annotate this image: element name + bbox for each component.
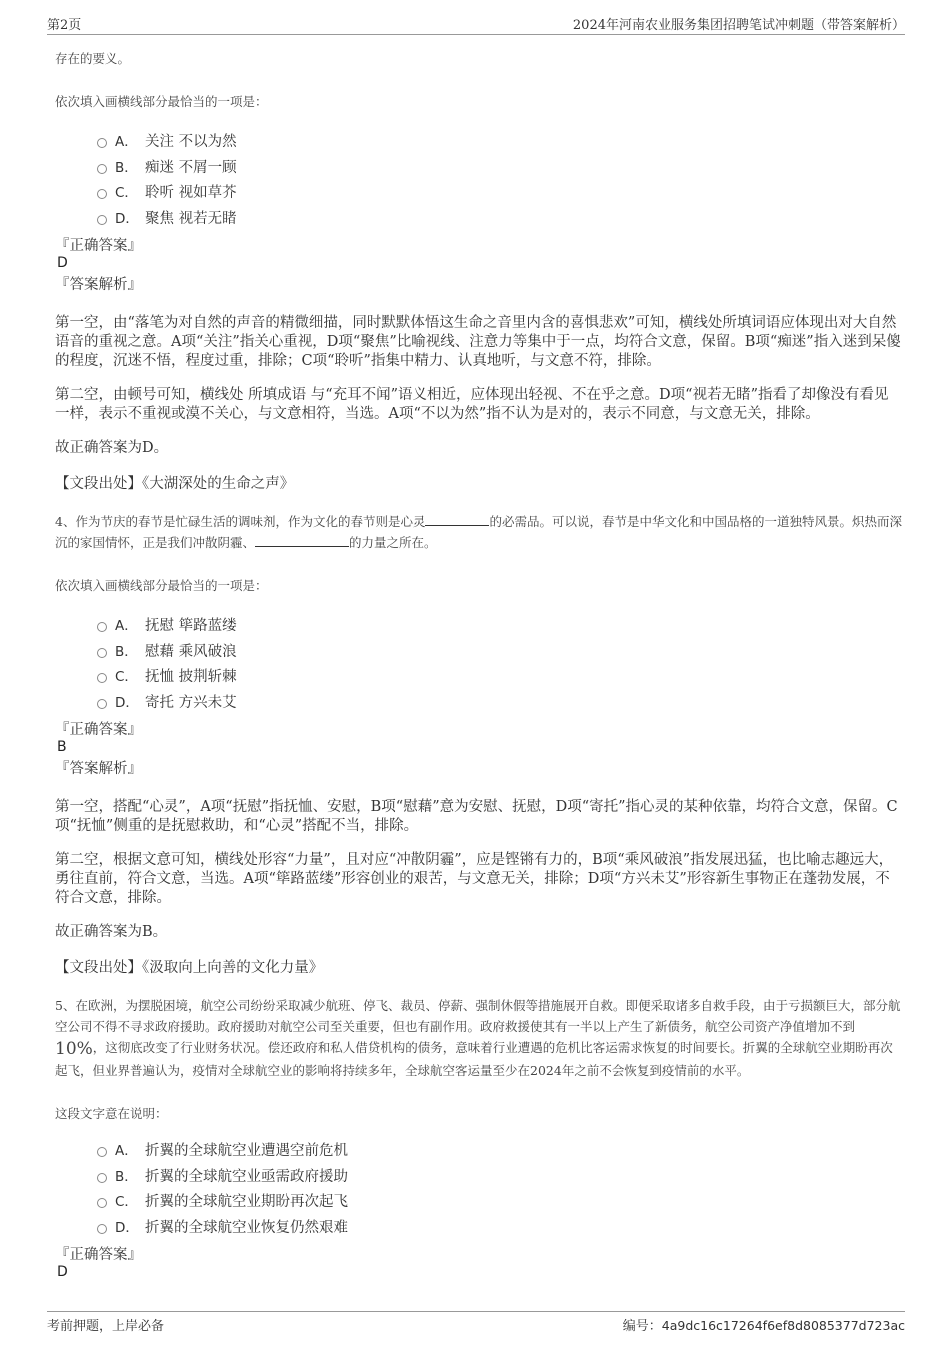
option-text: 关注 不以为然 [145, 134, 237, 150]
q4-prompt: 依次填入画横线部分最恰当的一项是： [55, 578, 268, 593]
q4-blank-2 [255, 534, 349, 547]
q4-analysis-conclusion: 故正确答案为B。 [55, 924, 168, 940]
q3-analysis-para-1: 第一空，由“落笔为对自然的声音的精微细描，同时默默体悟这生命之音里内含的喜惧悲欢”可知，横线处所填词语应体现出对大自然语音的重视之意。A项“关注”指关心重视，D项“聚焦”比喻视线、注意力等集中于一点，均符合文意，保留。B项“痴迷”指入迷到呆傻的程度，沉迷不悟，程度过重，排除；C项“聆听”指集中精力、认真地听，与文意不符，排除。 [55, 315, 901, 369]
q3-stem-tail: 存在的要义。 [55, 51, 131, 66]
radio-icon[interactable] [97, 138, 107, 148]
radio-icon[interactable] [97, 1198, 107, 1208]
q4-option-b[interactable] [97, 640, 902, 666]
q4-stem [55, 511, 902, 553]
radio-icon[interactable] [97, 1147, 107, 1157]
document-code [623, 1315, 905, 1334]
radio-icon[interactable] [97, 215, 107, 225]
radio-icon[interactable] [97, 673, 107, 683]
q5-prompt: 这段文字意在说明： [55, 1106, 168, 1121]
q4-answer: B [57, 739, 67, 755]
q5-answer: D [57, 1264, 68, 1280]
q5-answer-label: 『正确答案』 [55, 1247, 142, 1263]
q3-option-d[interactable] [97, 207, 902, 233]
q4-analysis-label: 『答案解析』 [55, 761, 142, 777]
q3-option-a[interactable] [97, 130, 902, 156]
q4-blank-1 [425, 513, 489, 526]
page-footer [47, 1311, 905, 1334]
q5-option-a[interactable] [97, 1139, 902, 1165]
radio-icon[interactable] [97, 189, 107, 199]
q3-answer: D [57, 255, 68, 271]
q4-options [97, 614, 902, 716]
q5-stem-part-2: ，这彻底改变了行业财务状况。偿还政府和私人借贷机构的债务，意味着行业遭遇的危机比客运需求恢复的时间要长。折翼的全球航空业期盼再次起飞，但业界普遍认为，疫情对全球航空业的影响将持续多年，全球航空客运量至少在2024年之前不会恢复到疫情前的水平。 [55, 1040, 893, 1078]
document-title: 2024年河南农业服务集团招聘笔试冲刺题（带答案解析） [572, 18, 905, 33]
q5-option-b[interactable] [97, 1165, 902, 1191]
option-letter: B． [115, 1168, 138, 1185]
footer-slogan: 考前押题，上岸必备 [47, 1319, 165, 1334]
option-letter: D． [115, 694, 139, 711]
option-text: 慰藉 乘风破浪 [145, 643, 237, 660]
code-value: 4a9dc16c17264f6ef8d8085377d723ac [661, 1318, 905, 1333]
radio-icon[interactable] [97, 699, 107, 709]
q5-stem-percent: 10% [55, 1039, 93, 1059]
radio-icon[interactable] [97, 648, 107, 658]
q4-analysis-para-1: 第一空，搭配“心灵”，A项“抚慰”指抚恤、安慰，B项“慰藉”意为安慰、抚慰，D项“寄托”指心灵的某种依靠，均符合文意，保留。C项“抚恤”侧重的是抚慰救助，和“心灵”搭配不当，排除。 [55, 799, 898, 834]
q4-analysis-para-2: 第二空，根据文意可知，横线处形容“力量”，且对应“冲散阴霾”，应是铿锵有力的，B项“乘风破浪”指发展迅猛，也比喻志趣远大，勇往直前，符合文意，当选。A项“筚路蓝缕”形容创业的艰苦，与文意无关，排除；D项“方兴未艾”形容新生事物正在蓬勃发展，不符合文意，排除。 [55, 852, 894, 906]
option-letter: D． [115, 1219, 139, 1236]
option-text: 折翼的全球航空业恢复仍然艰难 [145, 1219, 348, 1236]
q3-source: 【文段出处】《大湖深处的生命之声》 [55, 476, 295, 492]
option-letter: A． [115, 618, 138, 634]
option-text: 抚慰 筚路蓝缕 [145, 618, 237, 634]
code-label: 编号： [622, 1319, 662, 1334]
option-text: 寄托 方兴未艾 [145, 694, 237, 711]
q5-stem-part-1: 5、在欧洲，为摆脱困境，航空公司纷纷采取减少航班、停飞、裁员、停薪、强制休假等措施展开自救。即便采取诸多自救手段，由于亏损额巨大，部分航空公司不得不寻求政府援助。政府援助对航空公司至关重要，但也有副作用。政府救援使其有一半以上产生了新债务，航空公司资产净值增加不到 [55, 998, 901, 1034]
option-text: 抚恤 披荆斩棘 [145, 669, 237, 685]
q3-analysis-conclusion: 故正确答案为D。 [55, 440, 169, 456]
radio-icon[interactable] [97, 1224, 107, 1234]
option-letter: D． [115, 210, 139, 227]
q4-stem-part-1: 4、作为节庆的春节是忙碌生活的调味剂，作为文化的春节则是心灵 [55, 514, 426, 529]
q3-analysis-label: 『答案解析』 [55, 277, 142, 293]
q5-option-c[interactable] [97, 1190, 902, 1216]
q4-option-d[interactable] [97, 691, 902, 717]
q3-prompt: 依次填入画横线部分最恰当的一项是： [55, 94, 268, 109]
option-letter: A． [115, 1143, 138, 1159]
radio-icon[interactable] [97, 622, 107, 632]
q4-stem-part-2: 的必需品。可以说，春节是中华文化和中国品格的一道独特风景。炽热而深沉的家国情怀，正是我们冲散阴霾、 [55, 514, 902, 550]
q5-options [97, 1139, 902, 1241]
option-text: 折翼的全球航空业亟需政府援助 [145, 1168, 348, 1185]
option-letter: C． [115, 669, 138, 685]
page-number: 第2页 [47, 18, 82, 33]
q3-analysis-para-2: 第二空，由顿号可知，横线处 所填成语 与“充耳不闻”语义相近，应体现出轻视、不在乎之意。D项“视若无睹”指看了却像没有看见一样，表示不重视或漠不关心，与文意相符，当选。A项“不以为然”指不认为是对的，表示不同意，与文意无关，排除。 [55, 387, 889, 422]
q3-options [97, 130, 902, 232]
q3-option-b[interactable] [97, 156, 902, 182]
option-letter: C． [115, 185, 138, 201]
option-text: 折翼的全球航空业遭遇空前危机 [145, 1143, 348, 1159]
option-letter: B． [115, 643, 138, 660]
q3-option-c[interactable] [97, 181, 902, 207]
option-text: 折翼的全球航空业期盼再次起飞 [145, 1194, 348, 1210]
q5-option-d[interactable] [97, 1216, 902, 1242]
option-letter: B． [115, 159, 138, 176]
page-header [47, 14, 905, 35]
main-content [55, 46, 902, 1281]
radio-icon[interactable] [97, 1173, 107, 1183]
radio-icon[interactable] [97, 164, 107, 174]
q4-answer-label: 『正确答案』 [55, 722, 142, 738]
option-letter: C． [115, 1194, 138, 1210]
q5-stem [55, 995, 902, 1081]
q4-option-a[interactable] [97, 614, 902, 640]
option-text: 聆听 视如草芥 [145, 185, 237, 201]
option-text: 痴迷 不屑一顾 [145, 159, 237, 176]
option-text: 聚焦 视若无睹 [145, 210, 237, 227]
q4-stem-part-3: 的力量之所在。 [349, 535, 437, 550]
q4-source: 【文段出处】《汲取向上向善的文化力量》 [55, 960, 324, 976]
option-letter: A． [115, 134, 138, 150]
q4-option-c[interactable] [97, 665, 902, 691]
q3-answer-label: 『正确答案』 [55, 238, 142, 254]
